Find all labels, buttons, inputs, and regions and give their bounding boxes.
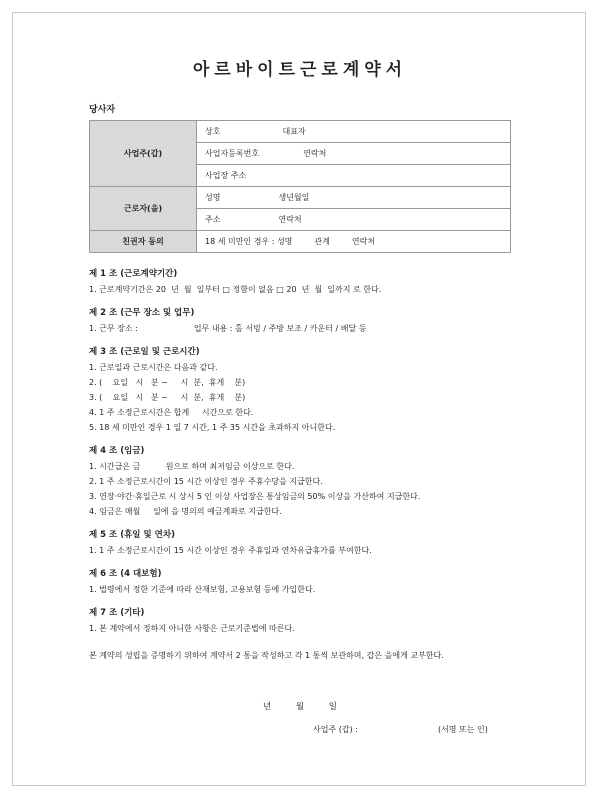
field-label-relation: 관계 [314, 237, 330, 246]
field-label-address: 주소 [205, 215, 221, 224]
article-line: 1. 근무 장소 : 업무 내용 : 홀 서빙 / 주방 보조 / 카운터 / 배달 등 [89, 324, 367, 333]
employee-header: 근로자(을) [90, 187, 197, 231]
articles [89, 267, 511, 636]
article-title: 제 4 조 (임금) [89, 446, 145, 456]
field-label-employer-phone: 연락처 [303, 149, 327, 158]
field-label-name: 성명 [205, 193, 221, 202]
signature-line [313, 724, 488, 735]
article-line: 5. 18 세 미만인 경우 1 일 7 시간, 1 주 35 시간을 초과하지 아니한다. [89, 423, 336, 432]
date-line: 년 월 일 [262, 702, 338, 712]
table-cell [197, 121, 511, 143]
article-6 [89, 567, 511, 597]
employer-header: 사업주(갑) [90, 121, 197, 187]
table-row [90, 231, 511, 253]
signature-label: 사업주 (갑) : [313, 725, 358, 734]
guardian-consent-header: 친권자 동의 [90, 231, 197, 253]
document-title: 아르바이트근로계약서 [192, 60, 408, 80]
closing-statement: 본 계약의 성립을 증명하기 위하여 계약서 2 통을 작성하고 각 1 통씩 보관하며, 갑은 을에게 교부한다. [89, 651, 444, 660]
article-line: 1. 근로계약기간은 20 년 월 일부터 □ 정함이 없음 □ 20 년 월 일까지 로 한다. [89, 285, 382, 294]
article-1 [89, 267, 511, 297]
parties-table [89, 120, 511, 253]
field-label-business-number: 사업자등록번호 [205, 149, 260, 158]
article-4 [89, 444, 511, 519]
table-cell [197, 165, 511, 187]
article-line: 1. 근로일과 근로시간은 다음과 같다. [89, 363, 218, 372]
field-label-business-address: 사업장 주소 [205, 171, 247, 180]
parties-heading: 당사자 [89, 105, 116, 115]
article-title: 제 7 조 (기타) [89, 608, 145, 618]
field-label-birthdate: 생년월일 [278, 193, 310, 202]
contract-document [89, 58, 511, 661]
field-label-guardian-phone: 연락처 [351, 237, 376, 246]
article-5 [89, 528, 511, 558]
article-title: 제 1 조 (근로계약기간) [89, 269, 178, 279]
field-label-employee-phone: 연락처 [278, 215, 302, 224]
article-line: 4. 1 주 소정근로시간은 합계 시간으로 한다. [89, 408, 254, 417]
field-label-guardian-name: 18 세 미만인 경우 : 성명 [205, 237, 293, 246]
article-line: 3. ( 요일 시 분 ~ 시 분, 휴게 분) [89, 393, 246, 402]
article-title: 제 2 조 (근무 장소 및 업무) [89, 308, 195, 318]
article-title: 제 3 조 (근로일 및 근로시간) [89, 347, 200, 357]
field-label-representative: 대표자 [282, 127, 306, 136]
article-title: 제 6 조 (4 대보험) [89, 569, 162, 579]
table-cell [197, 209, 511, 231]
article-line: 1. 시간급은 금 원으로 하며 최저임금 이상으로 한다. [89, 462, 295, 471]
article-line: 3. 연장·야간·휴일근로 시 상시 5 인 이상 사업장은 통상임금의 50% 이상을 가산하여 지급한다. [89, 492, 421, 501]
field-label-company: 상호 [205, 127, 221, 136]
article-line: 1. 법령에서 정한 기준에 따라 산재보험, 고용보험 등에 가입한다. [89, 585, 316, 594]
article-line: 1. 1 주 소정근로시간이 15 시간 이상인 경우 주휴일과 연차유급휴가를 부여한다. [89, 546, 372, 555]
table-cell [197, 143, 511, 165]
table-cell [197, 187, 511, 209]
article-line: 4. 임금은 매월 일에 을 명의의 예금계좌로 지급한다. [89, 507, 282, 516]
signature-note: (서명 또는 인) [437, 725, 488, 734]
article-line: 1. 본 계약에서 정하지 아니한 사항은 근로기준법에 따른다. [89, 624, 295, 633]
table-row [90, 187, 511, 209]
article-title: 제 5 조 (휴일 및 연차) [89, 530, 175, 540]
article-7 [89, 606, 511, 636]
article-2 [89, 306, 511, 336]
article-line: 2. ( 요일 시 분 ~ 시 분, 휴게 분) [89, 378, 246, 387]
article-3 [89, 345, 511, 435]
table-row [90, 121, 511, 143]
table-cell [197, 231, 511, 253]
article-line: 2. 1 주 소정근로시간이 15 시간 이상인 경우 주휴수당을 지급한다. [89, 477, 323, 486]
